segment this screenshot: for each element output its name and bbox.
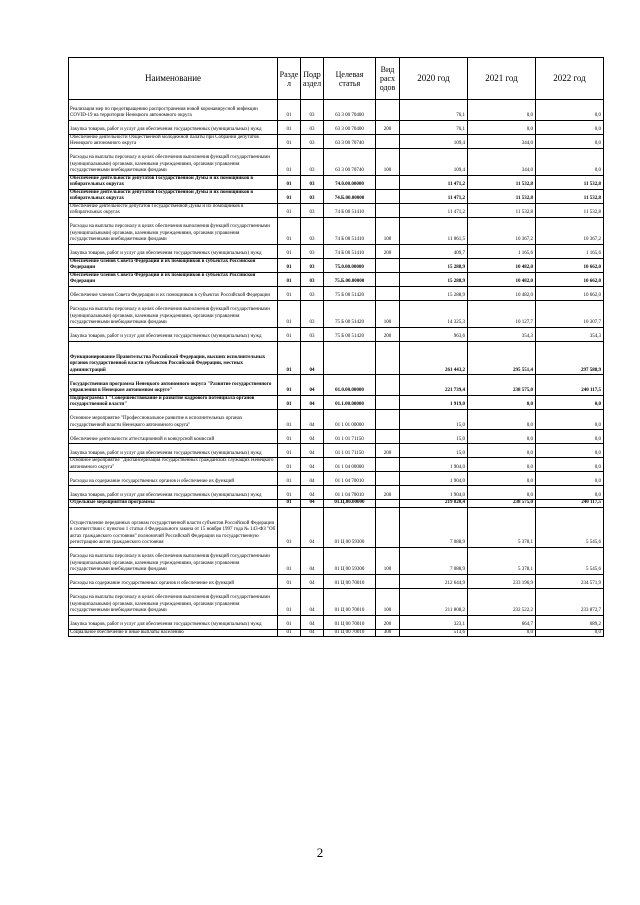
- cell-podrazdel: 03: [301, 189, 324, 203]
- cell-target-article: 01.Ц.00.00000: [324, 500, 376, 508]
- cell-razdel: 01: [278, 300, 301, 327]
- cell-2022: 354,3: [536, 327, 604, 341]
- cell-2021: 0,0: [468, 458, 536, 472]
- cell-podrazdel: 03: [301, 100, 324, 121]
- cell-podrazdel: 03: [301, 203, 324, 217]
- cell-2020: 11 061,5: [400, 217, 468, 244]
- cell-target-article: 74 Б 00 51410: [324, 217, 376, 244]
- cell-expense-type: [376, 134, 400, 148]
- cell-name: Обеспечение деятельности депутатов Государственной Думы и их помощников в избирательных округах: [69, 189, 278, 203]
- cell-expense-type: [376, 258, 400, 272]
- cell-2020: 11 471,2: [400, 189, 468, 203]
- cell-expense-type: [376, 375, 400, 396]
- cell-2021: 10 367,2: [468, 217, 536, 244]
- cell-expense-type: [376, 203, 400, 217]
- table-row: [69, 217, 604, 244]
- cell-2022: 0,0: [536, 444, 604, 458]
- cell-target-article: 63 3 00 70400: [324, 120, 376, 134]
- cell-expense-type: [376, 341, 400, 375]
- cell-2020: 76,1: [400, 120, 468, 134]
- cell-podrazdel: 03: [301, 175, 324, 189]
- cell-name: Расходы на выплаты персоналу в целях обеспечения выполнения функций государственными (муниципальными) органами, казенными учреждениями, органами управления государственными внебюджетными фондами: [69, 588, 278, 615]
- cell-target-article: 75 Б 00 51420: [324, 300, 376, 327]
- cell-name: Расходы на содержание государственных органов и обеспечение их функций: [69, 574, 278, 588]
- cell-target-article: 75 Б 00 51420: [324, 286, 376, 300]
- cell-2022: 10 662,0: [536, 272, 604, 286]
- table-row: [69, 500, 604, 508]
- cell-2021: 0,0: [468, 472, 536, 486]
- cell-2021: 11 532,8: [468, 203, 536, 217]
- cell-expense-type: [376, 507, 400, 547]
- cell-2021: 0,0: [468, 430, 536, 444]
- cell-2022: 1 165,6: [536, 244, 604, 258]
- cell-razdel: 01: [278, 486, 301, 500]
- cell-name: Реализация мер по предотвращению распространения новой коронавирусной инфекции COVID-19 на территории Ненецкого автономного округа: [69, 100, 278, 121]
- cell-2021: 1 165,6: [468, 244, 536, 258]
- cell-name: Основное мероприятие "Диспансеризация государственных гражданских служащих Ненецкого автономного округа": [69, 458, 278, 472]
- cell-name: Расходы на содержание государственных органов и обеспечение их функций: [69, 472, 278, 486]
- cell-razdel: 01: [278, 409, 301, 430]
- cell-2021: 238 575,0: [468, 375, 536, 396]
- table-row: [69, 286, 604, 300]
- cell-razdel: 01: [278, 203, 301, 217]
- table-row: [69, 327, 604, 341]
- cell-target-article: 01 Ц 00 70010: [324, 574, 376, 588]
- cell-razdel: 01: [278, 120, 301, 134]
- cell-2021: 0,0: [468, 486, 536, 500]
- table-row: [69, 444, 604, 458]
- cell-2022: 0,0: [536, 486, 604, 500]
- cell-target-article: 75.Б.00.00000: [324, 272, 376, 286]
- cell-2021: 664,7: [468, 615, 536, 629]
- cell-expense-type: [376, 272, 400, 286]
- cell-podrazdel: 03: [301, 300, 324, 327]
- cell-name: Расходы на выплаты персоналу в целях обеспечения выполнения функций государственными (муниципальными) органами, казенными учреждениями, органами управления государственными внебюджетными фондами: [69, 217, 278, 244]
- cell-razdel: 01: [278, 615, 301, 629]
- cell-target-article: 01 1 04 00000: [324, 458, 376, 472]
- cell-name: Осуществление переданных органам государственной власти субъектов Российской Федерации в соответствии с пунктом 1 статьи 4 Федерального закона от 15 ноября 1997 года № 143-ФЗ "Об актах гражданского состояния" полномочий Российской Федерации на государственную регистрацию актов гражданского состояния: [69, 507, 278, 547]
- cell-razdel: 01: [278, 574, 301, 588]
- cell-2020: 513,6: [400, 629, 468, 637]
- cell-target-article: 63 3 00 70400: [324, 100, 376, 121]
- cell-podrazdel: 03: [301, 244, 324, 258]
- cell-expense-type: [376, 409, 400, 430]
- cell-podrazdel: 03: [301, 286, 324, 300]
- cell-2021: 233 196,9: [468, 574, 536, 588]
- cell-name: Отдельные мероприятия программы: [69, 500, 278, 508]
- cell-razdel: 01: [278, 272, 301, 286]
- header-target-article: Целевая статья: [324, 58, 376, 100]
- cell-target-article: 01 Ц 00 70010: [324, 615, 376, 629]
- cell-podrazdel: 04: [301, 629, 324, 637]
- table-row: [69, 588, 604, 615]
- cell-2021: 344,0: [468, 148, 536, 175]
- cell-razdel: 01: [278, 588, 301, 615]
- cell-podrazdel: 04: [301, 458, 324, 472]
- cell-expense-type: [376, 395, 400, 409]
- cell-razdel: 01: [278, 472, 301, 486]
- cell-expense-type: 100: [376, 148, 400, 175]
- cell-razdel: 01: [278, 341, 301, 375]
- cell-name: Обеспечение деятельности аттестационной и конкурсной комиссий: [69, 430, 278, 444]
- cell-razdel: 01: [278, 430, 301, 444]
- cell-2020: 109,4: [400, 148, 468, 175]
- cell-2021: 10 127,7: [468, 300, 536, 327]
- cell-expense-type: [376, 430, 400, 444]
- cell-podrazdel: 04: [301, 486, 324, 500]
- cell-2020: 11 471,2: [400, 175, 468, 189]
- cell-2021: 11 532,8: [468, 189, 536, 203]
- table-row: [69, 547, 604, 574]
- cell-2021: 0,0: [468, 120, 536, 134]
- budget-table: [68, 57, 604, 637]
- cell-expense-type: 200: [376, 327, 400, 341]
- table-row: [69, 148, 604, 175]
- cell-podrazdel: 04: [301, 375, 324, 396]
- cell-2022: 0,0: [536, 472, 604, 486]
- cell-expense-type: 200: [376, 486, 400, 500]
- cell-razdel: 01: [278, 175, 301, 189]
- cell-2022: 10 367,2: [536, 217, 604, 244]
- cell-podrazdel: 03: [301, 327, 324, 341]
- cell-name: Обеспечение деятельности Общественной молодежной палаты при Собрании депутатов Ненецкого автономного округа: [69, 134, 278, 148]
- cell-expense-type: [376, 100, 400, 121]
- cell-2022: 10 307,7: [536, 300, 604, 327]
- cell-name: Закупка товаров, работ и услуг для обеспечения государственных (муниципальных) нужд: [69, 120, 278, 134]
- cell-target-article: 75 Б 00 51420: [324, 327, 376, 341]
- cell-target-article: 74 Б 00 51410: [324, 244, 376, 258]
- cell-name: Обеспечение членов Совета Федерации и их помощников в субъектах Российской Федерации: [69, 272, 278, 286]
- cell-expense-type: [376, 286, 400, 300]
- cell-podrazdel: 03: [301, 148, 324, 175]
- cell-2020: 211 808,2: [400, 588, 468, 615]
- table-row: [69, 574, 604, 588]
- cell-target-article: 01 1 01 71150: [324, 444, 376, 458]
- cell-expense-type: 200: [376, 444, 400, 458]
- cell-2022: 240 117,5: [536, 375, 604, 396]
- cell-2021: 11 532,8: [468, 175, 536, 189]
- cell-podrazdel: 04: [301, 547, 324, 574]
- cell-2022: 240 117,5: [536, 500, 604, 508]
- cell-expense-type: 200: [376, 615, 400, 629]
- cell-expense-type: [376, 574, 400, 588]
- cell-2020: 1 919,0: [400, 395, 468, 409]
- cell-target-article: 01 Ц 00 59300: [324, 547, 376, 574]
- cell-name: Обеспечение членов Совета Федерации и их помощников в субъектах Российской Федерации: [69, 258, 278, 272]
- cell-podrazdel: 03: [301, 258, 324, 272]
- cell-2021: 232 522,2: [468, 588, 536, 615]
- cell-2022: 5 545,6: [536, 547, 604, 574]
- cell-2020: 15 288,9: [400, 286, 468, 300]
- cell-razdel: 01: [278, 217, 301, 244]
- cell-expense-type: 200: [376, 244, 400, 258]
- cell-2020: 15,0: [400, 409, 468, 430]
- cell-2020: 7 088,9: [400, 507, 468, 547]
- cell-name: Обеспечение деятельности депутатов Государственной Думы и их помощников в избирательных округах: [69, 175, 278, 189]
- cell-2020: 219 820,4: [400, 500, 468, 508]
- cell-name: Закупка товаров, работ и услуг для обеспечения государственных (муниципальных) нужд: [69, 244, 278, 258]
- cell-2022: 10 662,0: [536, 258, 604, 272]
- cell-expense-type: [376, 472, 400, 486]
- cell-2021: 10 482,0: [468, 258, 536, 272]
- table-row: [69, 430, 604, 444]
- cell-2021: 5 378,1: [468, 547, 536, 574]
- cell-2020: 11 471,2: [400, 203, 468, 217]
- cell-2022: 0,0: [536, 430, 604, 444]
- cell-2020: 76,1: [400, 100, 468, 121]
- cell-2022: 233 872,7: [536, 588, 604, 615]
- cell-expense-type: [376, 175, 400, 189]
- cell-razdel: 01: [278, 148, 301, 175]
- cell-razdel: 01: [278, 100, 301, 121]
- cell-name: Основное мероприятие "Профессиональное развитие в исполнительных органах государственной власти Ненецкого автономного округа": [69, 409, 278, 430]
- header-podrazdel: Подр аздел: [301, 58, 324, 100]
- cell-name: Государственная программа Ненецкого автономного округа "Развитие государственного управления в Ненецком автономном округе": [69, 375, 278, 396]
- cell-podrazdel: 04: [301, 395, 324, 409]
- cell-2022: 5 545,6: [536, 507, 604, 547]
- cell-expense-type: 100: [376, 300, 400, 327]
- table-row: [69, 189, 604, 203]
- cell-2021: 354,3: [468, 327, 536, 341]
- cell-2020: 323,1: [400, 615, 468, 629]
- cell-expense-type: [376, 500, 400, 508]
- cell-2022: 234 571,9: [536, 574, 604, 588]
- page-number: 2: [316, 845, 324, 860]
- cell-2022: 0,0: [536, 100, 604, 121]
- table-row: [69, 409, 604, 430]
- cell-target-article: 01.1.00.00000: [324, 395, 376, 409]
- cell-target-article: 01 1 01 71150: [324, 430, 376, 444]
- cell-target-article: 63 3 00 70740: [324, 148, 376, 175]
- cell-podrazdel: 04: [301, 574, 324, 588]
- cell-2022: 0,0: [536, 458, 604, 472]
- table-row: [69, 120, 604, 134]
- cell-2021: 0,0: [468, 444, 536, 458]
- table-row: [69, 507, 604, 547]
- cell-podrazdel: 03: [301, 217, 324, 244]
- cell-target-article: 01 1 04 70010: [324, 472, 376, 486]
- header-2022: 2022 год: [536, 58, 604, 100]
- cell-razdel: 01: [278, 327, 301, 341]
- cell-razdel: 01: [278, 244, 301, 258]
- cell-razdel: 01: [278, 500, 301, 508]
- cell-name: Расходы на выплаты персоналу в целях обеспечения выполнения функций государственными (муниципальными) органами, казенными учреждениями, органами управления государственными внебюджетными фондами: [69, 148, 278, 175]
- cell-podrazdel: 03: [301, 272, 324, 286]
- cell-name: Подпрограмма 1 "Совершенствование и развитие кадрового потенциала органов государственной власти": [69, 395, 278, 409]
- table-header-row: [69, 58, 604, 100]
- cell-2020: 14 325,3: [400, 300, 468, 327]
- cell-2021: 344,0: [468, 134, 536, 148]
- cell-expense-type: 100: [376, 588, 400, 615]
- cell-target-article: 01 Ц 00 70010: [324, 629, 376, 637]
- table-row: [69, 244, 604, 258]
- cell-target-article: 01 Ц 00 70010: [324, 588, 376, 615]
- cell-2020: 1 904,0: [400, 472, 468, 486]
- cell-podrazdel: 03: [301, 134, 324, 148]
- cell-2020: 15,0: [400, 444, 468, 458]
- cell-podrazdel: 04: [301, 430, 324, 444]
- table-row: [69, 458, 604, 472]
- cell-2022: 0,0: [536, 148, 604, 175]
- cell-target-article: 63 3 00 70740: [324, 134, 376, 148]
- cell-2022: 11 532,8: [536, 189, 604, 203]
- header-2020: 2020 год: [400, 58, 468, 100]
- cell-expense-type: 100: [376, 217, 400, 244]
- cell-2020: 15 288,9: [400, 258, 468, 272]
- table-body: [69, 100, 604, 637]
- cell-name: Социальное обеспечение и иные выплаты населению: [69, 629, 278, 637]
- table-row: [69, 300, 604, 327]
- cell-2022: 0,0: [536, 629, 604, 637]
- cell-expense-type: [376, 458, 400, 472]
- cell-2022: 0,0: [536, 134, 604, 148]
- table-row: [69, 203, 604, 217]
- cell-name: Обеспечение деятельности депутатов Государственной Думы и их помощников в избирательных округах: [69, 203, 278, 217]
- cell-razdel: 01: [278, 444, 301, 458]
- cell-2021: 10 482,0: [468, 272, 536, 286]
- cell-name: Расходы на выплаты персоналу в целях обеспечения выполнения функций государственными (муниципальными) органами, казенными учреждениями, органами управления государственными внебюджетными фондами: [69, 547, 278, 574]
- table-row: [69, 175, 604, 189]
- cell-2020: 261 443,2: [400, 341, 468, 375]
- table-row: [69, 341, 604, 375]
- header-expense-type: Вид расх одов: [376, 58, 400, 100]
- cell-2022: 689,2: [536, 615, 604, 629]
- cell-razdel: 01: [278, 258, 301, 272]
- cell-target-article: 01 Ц 00 59300: [324, 507, 376, 547]
- cell-2020: 1 904,0: [400, 486, 468, 500]
- cell-2022: 0,0: [536, 395, 604, 409]
- cell-podrazdel: 03: [301, 120, 324, 134]
- cell-2021: 295 551,4: [468, 341, 536, 375]
- cell-podrazdel: 04: [301, 615, 324, 629]
- table-row: [69, 134, 604, 148]
- cell-podrazdel: 04: [301, 409, 324, 430]
- cell-target-article: [324, 341, 376, 375]
- cell-target-article: 74.0.00.00000: [324, 175, 376, 189]
- cell-razdel: 01: [278, 547, 301, 574]
- cell-2022: 297 588,9: [536, 341, 604, 375]
- cell-2020: 7 088,9: [400, 547, 468, 574]
- cell-name: Закупка товаров, работ и услуг для обеспечения государственных (муниципальных) нужд: [69, 486, 278, 500]
- cell-2020: 212 644,9: [400, 574, 468, 588]
- table-row: [69, 375, 604, 396]
- cell-expense-type: [376, 189, 400, 203]
- cell-name: Закупка товаров, работ и услуг для обеспечения государственных (муниципальных) нужд: [69, 615, 278, 629]
- table-row: [69, 615, 604, 629]
- table-row: [69, 629, 604, 637]
- cell-2020: 1 904,0: [400, 458, 468, 472]
- table-row: [69, 272, 604, 286]
- cell-expense-type: 100: [376, 547, 400, 574]
- cell-2022: 11 532,8: [536, 203, 604, 217]
- cell-2020: 963,6: [400, 327, 468, 341]
- header-2021: 2021 год: [468, 58, 536, 100]
- cell-2020: 15,0: [400, 430, 468, 444]
- cell-podrazdel: 04: [301, 500, 324, 508]
- cell-podrazdel: 04: [301, 507, 324, 547]
- cell-2021: 0,0: [468, 395, 536, 409]
- cell-razdel: 01: [278, 375, 301, 396]
- cell-2021: 0,0: [468, 629, 536, 637]
- cell-razdel: 01: [278, 507, 301, 547]
- cell-name: Расходы на выплаты персоналу в целях обеспечения выполнения функций государственными (муниципальными) органами, казенными учреждениями, органами управления государственными внебюджетными фондами: [69, 300, 278, 327]
- cell-2020: 409,7: [400, 244, 468, 258]
- table-row: [69, 100, 604, 121]
- cell-2022: 11 532,8: [536, 175, 604, 189]
- cell-2020: 15 288,9: [400, 272, 468, 286]
- cell-target-article: 74 Б 00 51410: [324, 203, 376, 217]
- cell-2021: 5 378,1: [468, 507, 536, 547]
- cell-razdel: 01: [278, 286, 301, 300]
- cell-expense-type: 300: [376, 629, 400, 637]
- table-row: [69, 486, 604, 500]
- cell-razdel: 01: [278, 629, 301, 637]
- cell-2021: 10 482,0: [468, 286, 536, 300]
- cell-2021: 0,0: [468, 409, 536, 430]
- cell-2022: 10 662,0: [536, 286, 604, 300]
- cell-razdel: 01: [278, 189, 301, 203]
- cell-target-article: 75.0.00.00000: [324, 258, 376, 272]
- cell-podrazdel: 04: [301, 444, 324, 458]
- cell-name: Обеспечение членов Совета Федерации и их помощников в субъектах Российской Федерации: [69, 286, 278, 300]
- table-row: [69, 395, 604, 409]
- table-row: [69, 472, 604, 486]
- cell-name: Функционирование Правительства Российской Федерации, высших исполнительных органов государственной власти субъектов Российской Федерации, местных администраций: [69, 341, 278, 375]
- cell-razdel: 01: [278, 134, 301, 148]
- cell-razdel: 01: [278, 458, 301, 472]
- cell-2022: 0,0: [536, 409, 604, 430]
- cell-name: Закупка товаров, работ и услуг для обеспечения государственных (муниципальных) нужд: [69, 327, 278, 341]
- cell-expense-type: 200: [376, 120, 400, 134]
- cell-podrazdel: 04: [301, 472, 324, 486]
- cell-2021: 238 575,0: [468, 500, 536, 508]
- cell-2020: 221 739,4: [400, 375, 468, 396]
- header-razdel: Разде л: [278, 58, 301, 100]
- cell-2021: 0,0: [468, 100, 536, 121]
- cell-target-article: 01.0.00.00000: [324, 375, 376, 396]
- cell-razdel: 01: [278, 395, 301, 409]
- cell-target-article: 01 1 04 70010: [324, 486, 376, 500]
- header-name: Наименование: [69, 58, 278, 100]
- table-row: [69, 258, 604, 272]
- cell-podrazdel: 04: [301, 341, 324, 375]
- cell-podrazdel: 04: [301, 588, 324, 615]
- cell-2020: 109,4: [400, 134, 468, 148]
- cell-target-article: 74.Б.00.00000: [324, 189, 376, 203]
- cell-2022: 0,0: [536, 120, 604, 134]
- cell-name: Закупка товаров, работ и услуг для обеспечения государственных (муниципальных) нужд: [69, 444, 278, 458]
- cell-target-article: 01 1 01 00000: [324, 409, 376, 430]
